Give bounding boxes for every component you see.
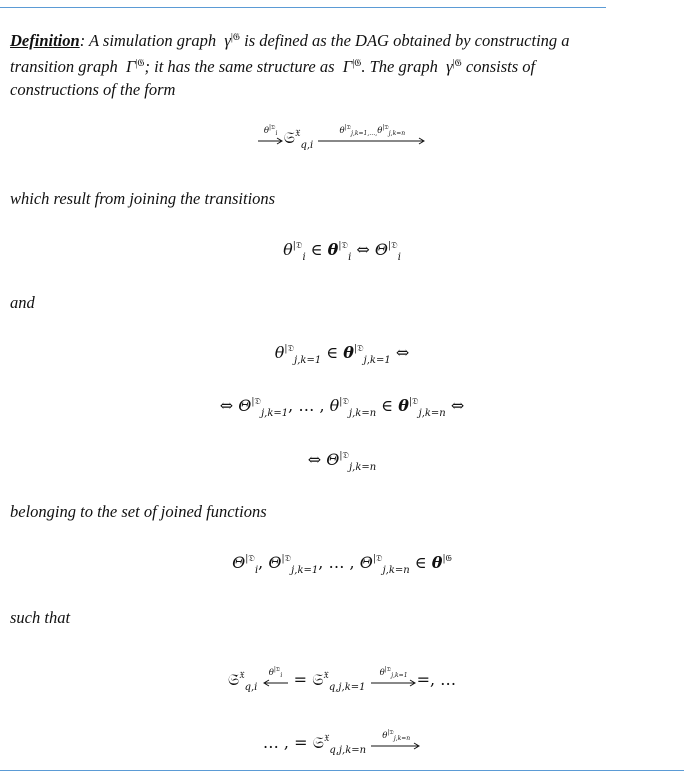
arrow-theta-range: $\theta^{|𝔇}_{j,k=1,\dots,}\theta^{|𝔇}_{j,k=n}$ — [318, 137, 426, 145]
definition-paragraph — [10, 26, 610, 101]
arrow-theta-i: $\theta^{|𝔇}_i$ — [258, 137, 284, 145]
equation-chain-end: … , = 𝔖$^𝔛_{q,j,k=n}$ $\theta^{|𝔇}_{j,k=n}$ — [0, 733, 684, 756]
definition-line-1: Definition: A simulation graph $\gamma^{|𝔊}$ is defined as the DAG obtained by constructing a — [10, 31, 570, 50]
equation-chain-start: 𝔖̇$^𝔛_{q,i}$ $\theta^{|𝔇}_i$ = 𝔖$^𝔛_{q,j,k=1}$ $\theta^{|𝔇}_{j,k=1}$ =, … — [227, 666, 457, 693]
text-and: and — [10, 293, 35, 312]
equation-transition-range: ⇔ $\Theta^{|𝔇}_{j,k=1}$, … , $\theta^{|𝔇}_{j,k=n}$ ∈ 𝜽$^{|𝔇}_{j,k=n}$ ⇔ — [219, 396, 465, 419]
arrow-left-theta-i: $\theta^{|𝔇}_i$ — [262, 679, 288, 687]
text-belonging: belonging to the set of joined functions — [10, 502, 267, 521]
top-rule — [0, 7, 606, 8]
text-such-that: such that — [10, 608, 71, 627]
equation-transition-kn: ⇔ $\Theta^{|𝔇}_{j,k=n}$ — [307, 450, 377, 473]
definition-term: Definition — [10, 31, 80, 50]
bottom-rule — [0, 770, 684, 771]
equation-construction: $\theta^{|𝔇}_i$ 𝔖$^𝔛_{q,i}$ $\theta^{|𝔇}_{j,k=1,\dots,}\theta^{|𝔇}_{j,k=n}$ — [0, 128, 684, 151]
equation-transition-k1: $\theta^{|𝔇}_{j,k=1}$ ∈ 𝜽$^{|𝔇}_{j,k=1}$ ⇔ — [274, 343, 410, 366]
arrow-theta-k1: $\theta^{|𝔇}_{j,k=1}$ — [371, 679, 417, 687]
equation-joined-functions: $\Theta^{|𝔇}_i$, $\Theta^{|𝔇}_{j,k=1}$, … , $\Theta^{|𝔇}_{j,k=n}$ ∈ 𝜽$^{|𝔊}$ — [232, 553, 452, 576]
arrow-theta-kn: $\theta^{|𝔇}_{j,k=n}$ — [371, 742, 421, 750]
text-which-result: which result from joining the transitions — [10, 189, 276, 208]
equation-transition-i: $\theta^{|𝔇}_i$ ∈ 𝜽$^{|𝔇}_i$ ⇔ $\Theta^{|𝔇}_i$ — [283, 240, 401, 263]
definition-line-3: constructions of the form — [10, 80, 176, 99]
definition-line-2: transition graph $\Gamma^{|𝔊}$; it has the same structure as $\Gamma^{|𝔊}$. The graph $\gamma^{|𝔊}$ consists of — [10, 57, 536, 76]
